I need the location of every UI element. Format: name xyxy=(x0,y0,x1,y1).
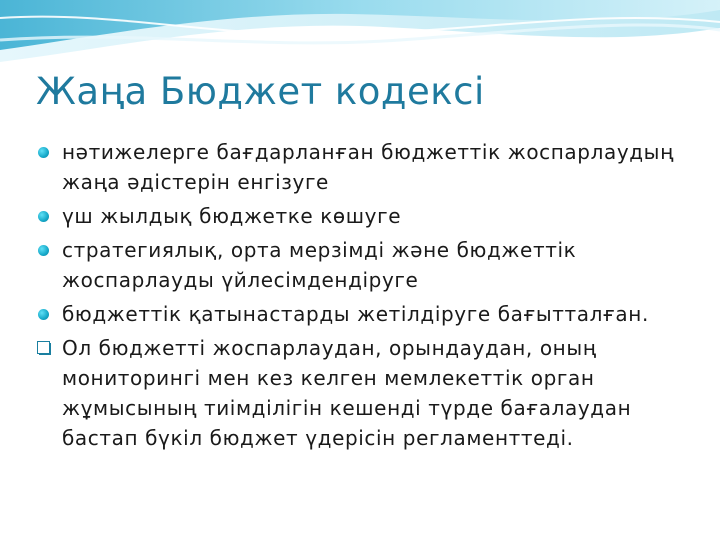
list-item xyxy=(36,137,706,197)
bullet-list xyxy=(36,137,706,457)
list-item-text: үш жылдық бюджетке көшуге xyxy=(62,204,402,228)
list-item-text: бюджеттік қатынастарды жетілдіруге бағытталған. xyxy=(62,302,649,326)
bullet-dot-icon xyxy=(38,245,49,256)
list-item-text: нәтижелерге бағдарланған бюджеттік жоспарлаудың жаңа әдістерін енгізуге xyxy=(62,140,674,194)
slide-title: Жаңа Бюджет кодексі xyxy=(36,70,485,113)
header-wave-decoration xyxy=(0,0,720,80)
bullet-dot-icon xyxy=(38,309,49,320)
list-item-text: стратегиялық, орта мерзімді және бюджеттік жоспарлауды үйлесімдендіруге xyxy=(62,238,577,292)
list-item-text: Ол бюджетті жоспарлаудан, орындаудан, оның мониторингі мен кез келген мемлекеттік орган жұмысының тиімділігін кешенді түрде бағалаудан бастап бүкіл бюджет үдерісін регламенттеді. xyxy=(62,336,632,450)
checkbox-square-icon xyxy=(37,341,51,355)
list-item xyxy=(36,299,706,329)
list-item xyxy=(36,201,706,231)
bullet-dot-icon xyxy=(38,211,49,222)
list-item xyxy=(36,333,706,453)
bullet-dot-icon xyxy=(38,147,49,158)
list-item xyxy=(36,235,706,295)
